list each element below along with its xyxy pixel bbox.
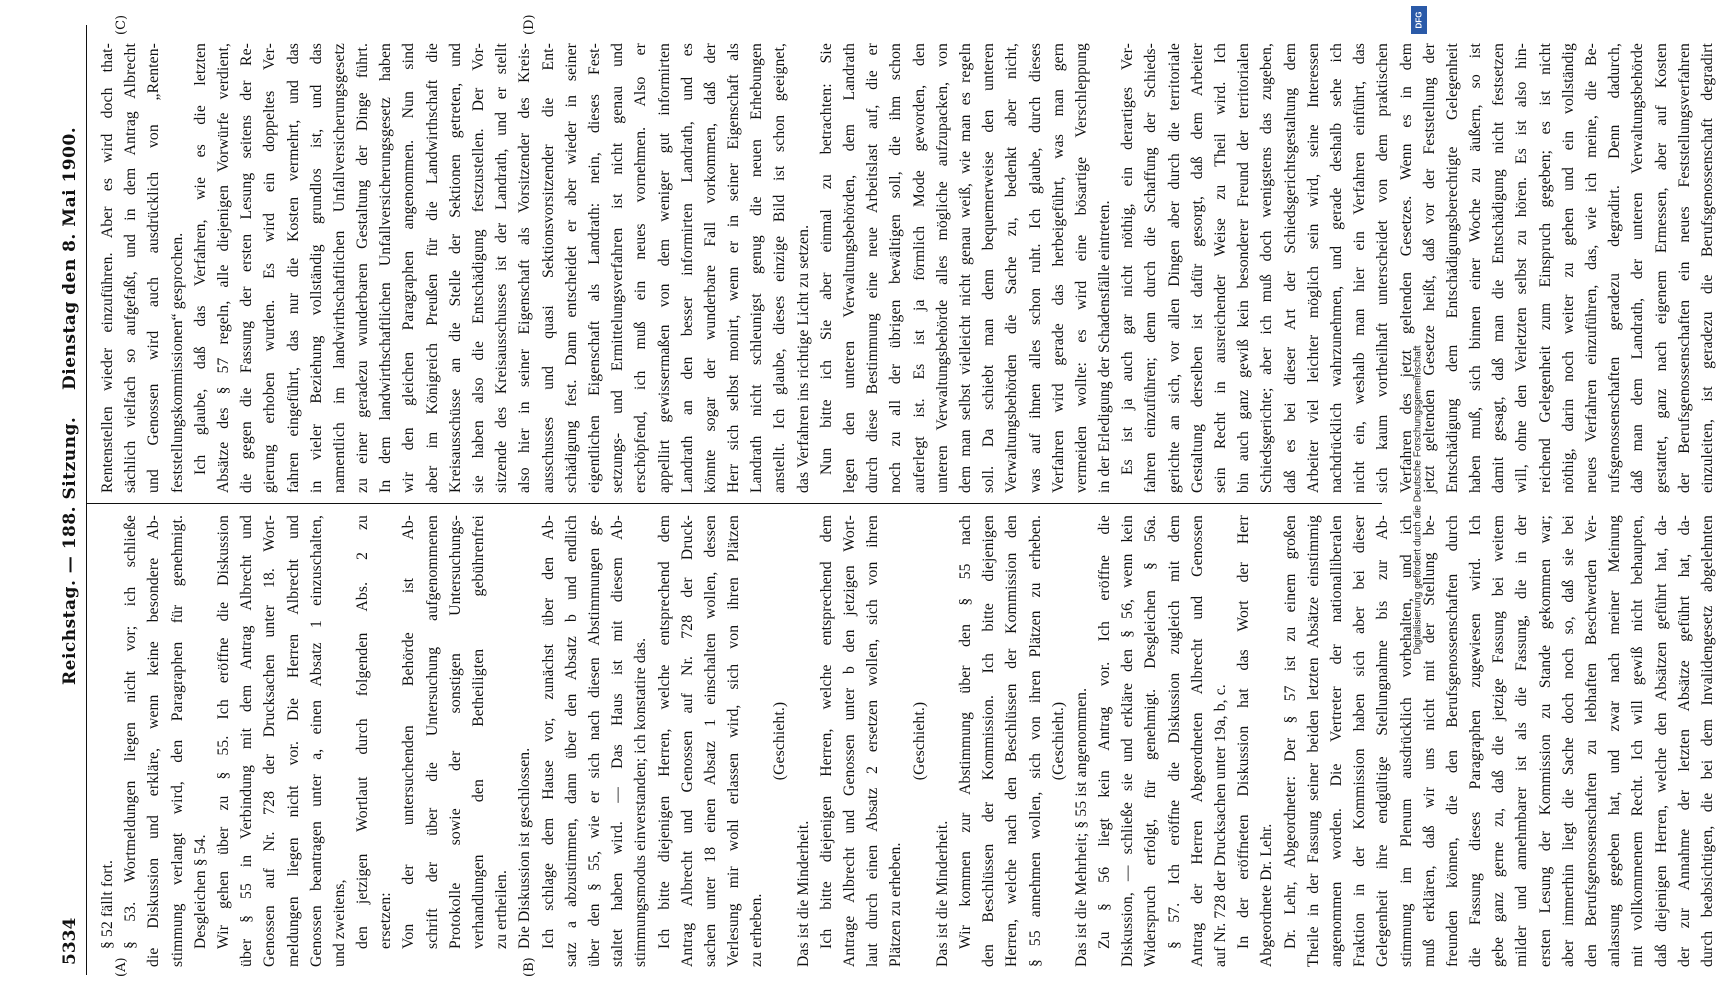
left-text-column bbox=[96, 515, 1716, 967]
text-line: noch zu all der übrigen bewältigen soll, die ihm schon bbox=[887, 43, 905, 493]
text-line: Landrath an den besser informirten Landrath, und es bbox=[678, 43, 696, 493]
text-line: Dr. Lehr, Abgeordneter: Der § 57 ist zu einem großen bbox=[1281, 515, 1299, 949]
text-line: sich kaum vortheilhaft unterscheidet von dem praktischen bbox=[1374, 43, 1392, 493]
text-line: staltet haben wird. — Das Haus ist mit diesem Ab- bbox=[609, 515, 627, 967]
text-line: § 52 fällt fort. bbox=[99, 859, 116, 949]
text-line: der Berufsgenossenschaften ein neues Feststellungsverfahren bbox=[1675, 43, 1693, 493]
text-line: Herr sich selbst monirt, wenn er in seiner Eigenschaft als bbox=[725, 43, 743, 493]
text-line: ausschusses und quasi Sektionsvorsitzender die Ent- bbox=[539, 43, 557, 493]
text-line: § 57. Ich eröffne die Diskussion zugleich mit dem bbox=[1165, 515, 1183, 949]
text-line: meldungen liegen nicht vor. Die Herren Albrecht und bbox=[284, 515, 302, 967]
text-line: daß man dem Landrath, der unteren Verwaltungsbehörde bbox=[1629, 43, 1647, 493]
text-line: milder und annehmbarer ist als die Fassung, die in der bbox=[1513, 515, 1531, 967]
text-line: jetzt geltenden Gesetze heißt, daß vor der Feststellung der bbox=[1420, 43, 1438, 493]
text-line: gierung erhoben wurden. Es wird ein doppeltes Ver- bbox=[261, 43, 279, 493]
text-line: setzungs- und Ermittelungsverfahren ist nicht genau und bbox=[609, 43, 627, 493]
text-line: schädigung fest. Dann entscheidet er aber wieder in seiner bbox=[562, 43, 580, 493]
text-line: freunden können, die den Berufsgenossenschaften durch bbox=[1443, 515, 1461, 967]
text-line: Es ist ja auch gar nicht nöthig, ein derartiges Ver- bbox=[1119, 43, 1137, 475]
text-line: Ich schlage dem Hause vor, zunächst über den Ab- bbox=[539, 515, 557, 949]
text-line: (Geschieht.) bbox=[910, 701, 928, 781]
text-line: aber immerhin liegt die Sache doch noch so, daß sie bei bbox=[1559, 515, 1577, 967]
text-line: angenommen worden. Die Vertreter der nationalliberalen bbox=[1327, 515, 1345, 967]
text-line: Protokolle sowie der sonstigen Untersuchungs- bbox=[446, 515, 464, 949]
text-line: gerichte an sich, vor allen Dingen aber durch die territoriale bbox=[1165, 43, 1183, 493]
dfg-logo bbox=[1411, 6, 1427, 34]
text-line: legen den unteren Verwaltungsbehörden, dem Landrath bbox=[841, 43, 858, 493]
digitization-credit-text: Digitalisierung gefördert durch die Deutsche Forschungsgemeinschaft bbox=[1412, 345, 1424, 655]
text-line: der zur Annahme der letzten Absätze geführt hat, da- bbox=[1675, 515, 1693, 967]
text-line: Antrag Albrecht und Genossen auf Nr. 728 der Druck- bbox=[678, 515, 696, 967]
text-line: die Diskussion und erkläre, wenn keine besondere Ab- bbox=[145, 515, 163, 967]
text-line: Genossen auf Nr. 728 der Drucksachen unter 18. Wort- bbox=[261, 515, 279, 967]
text-line: Nun bitte ich Sie aber einmal zu betrachten: Sie bbox=[817, 43, 835, 475]
text-line: unteren Verwaltungsbehörde alles mögliche aufzupacken, von bbox=[933, 43, 951, 493]
text-line: einzuleiten, ist geradezu die Berufsgenossenschaft degradirt bbox=[1698, 43, 1716, 493]
session-date: Dienstag den 8. Mai 1900. bbox=[60, 126, 80, 390]
text-line: Das ist die Minderheit. bbox=[933, 820, 951, 967]
text-line: Das ist die Minderheit. bbox=[794, 820, 812, 967]
text-line: zu erheben. bbox=[748, 893, 766, 967]
text-line: laut durch einen Absatz 2 ersetzen wollen, sich von ihren bbox=[864, 515, 882, 967]
text-line: Kreisausschüsse an die Stelle der Sektionen getreten, und bbox=[446, 43, 464, 493]
text-line: in vieler Beziehung vollständig grundlos ist, und das bbox=[307, 43, 325, 493]
text-line: Verfahren des jetzt geltenden Gesetzes. Wenn es in dem bbox=[1397, 43, 1415, 493]
text-line: Von der untersuchenden Behörde ist Ab- bbox=[400, 515, 418, 949]
text-line: Gelegenheit ihre endgültige Stellungnahme bis zur Ab- bbox=[1374, 515, 1392, 967]
text-line: neues Verfahren einzuführen, das, wie ich meine, die Be- bbox=[1583, 43, 1600, 493]
text-line: rufsgenossenschaften geradezu degradirt. Denn dadurch, bbox=[1606, 43, 1624, 493]
text-line: verhandlungen den Betheiligten gebührenfrei bbox=[470, 515, 487, 949]
text-line: den Beschlüssen der Kommission. Ich bitte diejenigen bbox=[980, 515, 998, 967]
margin-mark-d: (D) bbox=[522, 14, 537, 35]
text-line: anstellt. Ich glaube, dieses einzige Bild ist schon geeignet, bbox=[771, 43, 789, 493]
margin-mark-a: (A) bbox=[114, 957, 129, 977]
text-line: vermeiden wollte: es wird eine bösartige Verschleppung bbox=[1072, 43, 1090, 493]
text-line: bin auch ganz gewiß kein besonderer Freund der territorialen bbox=[1235, 43, 1253, 493]
text-line: damit gesagt, daß man die Entschädigung nicht festsetzen bbox=[1490, 43, 1508, 493]
text-line: aber im Königreich Preußen für die Landwirthschaft die bbox=[423, 43, 441, 493]
text-line: reichend Gelegenheit zum Einspruch gegeben; es ist nicht bbox=[1536, 43, 1554, 493]
text-line: gestattet, ganz nach eigenem Ermessen, aber auf Kosten bbox=[1652, 43, 1670, 493]
text-line: gebe ganz gerne zu, daß die jetzige Fassung bei weitem bbox=[1490, 515, 1508, 967]
text-line: Arbeiter viel leichter möglich sein wird, seine Interessen bbox=[1304, 43, 1322, 493]
text-line: In dem landwirthschaftlichen Unfallversicherungsgesetz haben bbox=[377, 43, 395, 493]
text-line: Antrag der Herren Abgeordneten Albrecht und Genossen bbox=[1188, 515, 1206, 967]
text-line: zu ertheilen. bbox=[493, 869, 511, 949]
text-line: den Berufsgenossenschaften zu lebhaften Beschwerden Ver- bbox=[1583, 515, 1600, 967]
header-rule bbox=[86, 25, 87, 975]
text-line: ersten Lesung der Kommission zu Stande gekommen war; bbox=[1536, 515, 1554, 967]
text-line: was auf ihnen alles schon ruht. Ich glaube, durch dieses bbox=[1026, 43, 1044, 493]
running-head bbox=[60, 25, 84, 975]
text-line: (Geschieht.) bbox=[1049, 701, 1067, 781]
text-line: sächlich vielfach so aufgefaßt, und in dem Antrag Albrecht bbox=[122, 43, 140, 493]
text-line: durch beabsichtigen, die bei dem Invalidengesetz abgelehnten bbox=[1698, 515, 1716, 967]
text-line: appellirt gewissermaßen von dem weniger gut informirten bbox=[655, 43, 673, 493]
text-line: sitzende des Kreisausschusses ist der Landrath, und er stellt bbox=[493, 43, 511, 493]
text-line: Das ist die Mehrheit; § 55 ist angenommen. bbox=[1072, 687, 1090, 967]
text-line: erschöpfend, ich muß ein neues vornehmen. Also er bbox=[632, 43, 650, 493]
text-line: durch diese Bestimmung eine neue Arbeitslast auf, die er bbox=[864, 43, 882, 493]
text-line: die gegen die Fassung der ersten Lesung seitens der Re- bbox=[238, 43, 256, 493]
margin-mark-c: (C) bbox=[114, 14, 129, 35]
text-line: dem man selbst vielleicht nicht genau weiß, wie man es regeln bbox=[956, 43, 974, 493]
text-line: wir den gleichen Paragraphen angenommen. Nun sind bbox=[400, 43, 418, 493]
text-line: über § 55 in Verbindung mit dem Antrag Albrecht und bbox=[238, 515, 256, 967]
text-line: Entschädigung dem Entschädigungsberechtigte Gelegenheit bbox=[1443, 43, 1461, 493]
text-line: und zweitens, bbox=[330, 879, 348, 967]
text-line: mit vollkommenem Recht. Ich will gewiß nicht behaupten, bbox=[1629, 515, 1647, 967]
text-line: Verwaltungsbehörden die Sache zu, bedenkt aber nicht, bbox=[1003, 43, 1021, 493]
text-line: Fraktion in der Kommission haben sich aber bei dieser bbox=[1351, 515, 1369, 967]
text-line: auf Nr. 728 der Drucksachen unter 19a, b, c. bbox=[1212, 684, 1229, 967]
text-line: schrift der über die Untersuchung aufgenommenen bbox=[423, 515, 441, 949]
text-line: (Geschieht.) bbox=[771, 701, 789, 781]
text-line: auferlegt ist. Es ist ja förmlich Mode geworden, den bbox=[910, 43, 928, 493]
text-line: und Genossen wird auch ausdrücklich von „Renten- bbox=[145, 43, 163, 493]
text-line: sie haben also die Entschädigung festzustellen. Der Vor- bbox=[470, 43, 487, 493]
session-title: Reichstag. — 188. Sitzung. bbox=[60, 416, 80, 685]
text-line: Diskussion, — schließe sie und erkläre den § 56, wenn kein bbox=[1119, 515, 1137, 967]
text-line: Gestaltung derselben ist dafür gesorgt, daß dem Arbeiter bbox=[1188, 43, 1206, 493]
text-line: Plätzen zu erheben. bbox=[887, 842, 905, 967]
text-line: Theile in der Fassung seiner beiden letzten Absätze einstimmig bbox=[1304, 515, 1322, 967]
text-line: also hier in seiner Eigenschaft als Vorsitzender des Kreis- bbox=[516, 43, 534, 493]
text-line: stimmung im Plenum ausdrücklich vorbehalten, und ich bbox=[1397, 515, 1415, 967]
text-line: zu einer geradezu wunderbaren Gestaltung der Dinge führt. bbox=[354, 43, 372, 493]
margin-mark-b: (B) bbox=[522, 957, 537, 977]
text-line: muß erklären, daß wir uns nicht mit der Stellung be- bbox=[1420, 515, 1438, 967]
text-line: Genossen beantragen unter a, einen Absatz 1 einzuschalten, bbox=[307, 515, 325, 967]
text-line: Herren, welche nach den Beschlüssen der Kommission den bbox=[1003, 515, 1021, 967]
text-line: Ich bitte diejenigen Herren, welche entsprechend dem bbox=[817, 515, 835, 949]
column-divider bbox=[86, 503, 1382, 504]
text-line: nicht ein, weshalb man hier ein Verfahren einführt, das bbox=[1351, 43, 1369, 493]
text-line: die Fassung dieses Paragraphen zugewiesen wird. Ich bbox=[1467, 515, 1485, 967]
text-line: Antrage Albrecht und Genossen unter b den jetzigen Wort- bbox=[841, 515, 858, 967]
text-line: Ich glaube, daß das Verfahren, wie es die letzten bbox=[191, 43, 209, 475]
text-line: nachdrücklich wahrzunehmen, und gerade deshalb sehe ich bbox=[1327, 43, 1345, 493]
text-line: über den § 55, wie er sich nach diesen Abstimmungen ge- bbox=[585, 515, 603, 967]
text-line: Desgleichen § 54. bbox=[191, 834, 209, 949]
text-line: sachen unter 18 einen Absatz 1 einschalten wollen, dessen bbox=[701, 515, 719, 967]
text-line: Wir gehen über zu § 55. Ich eröffne die Diskussion bbox=[214, 515, 232, 949]
text-line: in der Erledigung der Schadensfälle eintreten. bbox=[1096, 200, 1114, 493]
text-line: soll. Da schiebt man denn bequemerweise den unteren bbox=[980, 43, 998, 493]
text-line: Zu § 56 liegt kein Antrag vor. Ich eröffne die bbox=[1096, 515, 1114, 949]
text-line: Rentenstellen wieder einzuführen. Aber es wird doch that- bbox=[99, 43, 116, 493]
text-line: Absätze des § 57 regeln, alle diejenigen Vorwürfe verdient, bbox=[214, 43, 232, 493]
text-line: eigentlichen Eigenschaft als Landrath: nein, dieses Fest- bbox=[585, 43, 603, 493]
text-line: könnte sogar der wunderbare Fall vorkommen, daß der bbox=[701, 43, 719, 493]
text-line: § 55 annehmen wollen, sich von ihren Plätzen zu erheben. bbox=[1026, 515, 1044, 967]
text-line: stimmung verlangt wird, den Paragraphen für genehmigt. bbox=[168, 515, 186, 967]
text-line: anlassung gegeben hat, und zwar nach meiner Meinung bbox=[1606, 515, 1624, 967]
text-line: Verlesung mir wohl erlassen wird, sich von ihren Plätzen bbox=[725, 515, 743, 967]
page-number: 5334 bbox=[60, 917, 80, 965]
text-line: fahren einzuführen; denn durch die Schaffung der Schieds- bbox=[1142, 43, 1160, 493]
text-line: In der eröffneten Diskussion hat das Wort der Herr bbox=[1235, 515, 1253, 949]
text-line: das Verfahren ins richtige Licht zu setzen. bbox=[794, 224, 812, 493]
text-line: namentlich im landwirthschaftlichen Unfallversicherungsgesetz bbox=[330, 43, 348, 493]
text-line: Landrath nicht schleunigst genug die neuen Erhebungen bbox=[748, 43, 766, 493]
dfg-logo-text: DFG bbox=[1414, 11, 1424, 29]
text-line: daß diejenigen Herren, welche den Absätzen geführt hat, da- bbox=[1652, 515, 1670, 967]
text-line: nöthig, darin noch weiter zu gehen und ein vollständig bbox=[1559, 43, 1577, 493]
text-line: Wir kommen zur Abstimmung über den § 55 nach bbox=[956, 515, 974, 949]
text-line: Widerspruch erfolgt, für genehmigt. Desgleichen § 56a. bbox=[1142, 515, 1160, 967]
text-line: den jetzigen Wortlaut durch folgenden Abs. 2 zu bbox=[354, 515, 372, 949]
text-line: Abgeordnete Dr. Lehr. bbox=[1258, 823, 1276, 967]
text-line: daß es bei dieser Art der Schiedsgerichtsgestaltung dem bbox=[1281, 43, 1299, 493]
text-line: satz a abzustimmen, dann über den Absatz b und endlich bbox=[562, 515, 580, 967]
text-line: fahren eingeführt, das nur die Kosten vermehrt, und das bbox=[284, 43, 302, 493]
text-line: haben muß, sich binnen einer Woche zu äußern, so ist bbox=[1467, 43, 1485, 493]
text-line: feststellungskommissionen“ gesprochen. bbox=[168, 232, 186, 493]
text-line: Schiedsgerichte; aber ich muß doch wenigstens das zugeben, bbox=[1258, 43, 1276, 493]
text-line: Verfahren wird gerade das herbeigeführt, was man gern bbox=[1049, 43, 1067, 493]
text-line: Die Diskussion ist geschlossen. bbox=[516, 747, 534, 949]
right-text-column bbox=[96, 43, 1716, 493]
text-line: will, ohne den Verletzten selbst zu hören. Es ist also hin- bbox=[1513, 43, 1531, 493]
text-line: Ich bitte diejenigen Herren, welche entsprechend dem bbox=[655, 515, 673, 949]
text-line: sein Recht in ausreichender Weise zu Theil wird. Ich bbox=[1212, 43, 1229, 493]
text-line: ersetzen: bbox=[377, 892, 395, 949]
text-line: stimmungsmodus einverstanden; ich konstatire das. bbox=[632, 637, 650, 967]
text-line: § 53. Wortmeldungen liegen nicht vor; ich schließe bbox=[122, 515, 140, 949]
